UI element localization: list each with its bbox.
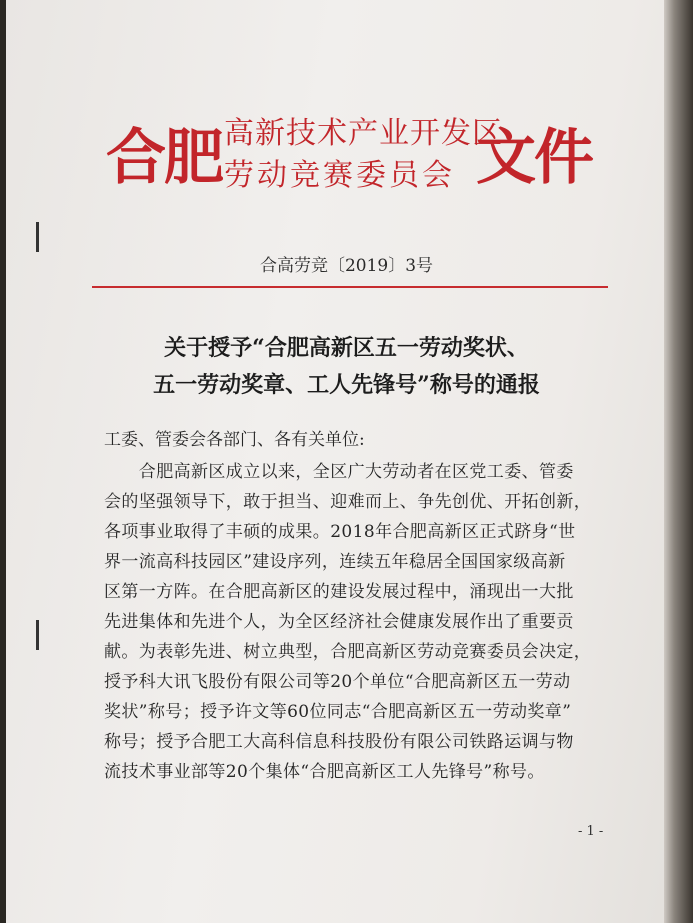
body-line: 会的坚强领导下，敢于担当、迎难而上、争先创优、开拓创新，	[104, 492, 592, 512]
body-line: 称号；授予合肥工大高科信息科技股份有限公司铁路运调与物	[104, 732, 574, 752]
salutation: 工委、管委会各部门、各有关单位:	[104, 430, 365, 450]
red-divider-line	[92, 286, 608, 288]
page-number: - 1 -	[578, 824, 604, 839]
document-title-line2: 五一劳动奖章、工人先锋号”称号的通报	[153, 372, 540, 398]
body-line: 奖状”称号；授予许文等60位同志“合肥高新区五一劳动奖章”	[104, 702, 572, 722]
header-org-line1: 高新技术产业开发区	[224, 116, 503, 151]
body-line: 区第一方阵。在合肥高新区的建设发展过程中，涌现出一大批	[104, 582, 574, 602]
body-line: 各项事业取得了丰硕的成果。2018年合肥高新区正式跻身“世	[104, 522, 576, 542]
body-line: 界一流高科技园区”建设序列，连续五年稳居全国国家级高新	[104, 552, 566, 572]
body-line: 合肥高新区成立以来，全区广大劳动者在区党工委、管委	[104, 462, 574, 482]
body-line: 献。为表彰先进、树立典型，合肥高新区劳动竞赛委员会决定，	[104, 642, 592, 662]
header-org-line2: 劳动竞赛委员会	[224, 158, 455, 193]
binding-mark	[36, 620, 39, 650]
body-line: 授予科大讯飞股份有限公司等20个单位“合肥高新区五一劳动	[104, 672, 571, 692]
body-line: 先进集体和先进个人，为全区经济社会健康发展作出了重要贡	[104, 612, 574, 632]
body-paragraph	[104, 457, 604, 787]
page-edge-shadow	[664, 0, 693, 923]
binding-mark	[36, 222, 39, 252]
document-number: 合高劳竞〔2019〕3号	[259, 256, 434, 276]
body-line: 流技术事业部等20个集体“合肥高新区工人先锋号”称号。	[104, 762, 545, 782]
document-title-line1: 关于授予“合肥高新区五一劳动奖状、	[164, 335, 529, 361]
header-document-word: 文件	[476, 123, 592, 193]
header-city-name: 合肥	[106, 123, 222, 193]
